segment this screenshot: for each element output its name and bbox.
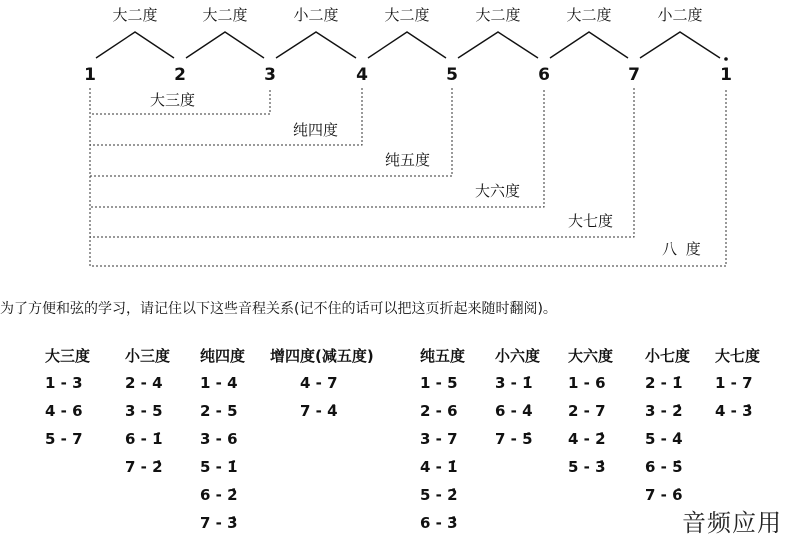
interval-pair: 1 - 3 <box>45 374 83 392</box>
interval-column-header: 纯五度 <box>420 347 466 365</box>
step-peak <box>368 32 446 58</box>
interval-pair: 2 - 6 <box>420 402 458 420</box>
step-peak <box>276 32 356 58</box>
scale-degree: 7 <box>628 65 640 85</box>
interval-pair: 7 - 2̇ <box>125 458 163 476</box>
interval-pair: 2 - 5 <box>200 402 238 420</box>
interval-column <box>645 345 690 507</box>
interval-pair: 5 - 4̇ <box>645 430 683 448</box>
step-label: 大二度 <box>384 6 430 24</box>
interval-pair: 6 - 1̇ <box>125 430 163 448</box>
step-label: 大二度 <box>112 6 158 24</box>
interval-label-octave: 八 度 <box>662 240 703 258</box>
interval-pair: 7 - 3̇ <box>200 514 238 532</box>
step-label: 大二度 <box>202 6 248 24</box>
scale-degree: 2 <box>174 65 186 85</box>
scale-degree: 1 <box>720 65 732 85</box>
interval-column <box>45 345 90 451</box>
interval-pair: 4 - 7 <box>300 374 338 392</box>
watermark: 音频应用 <box>682 509 782 537</box>
interval-column-header: 纯四度 <box>200 347 246 365</box>
interval-pair: 2 - 1̇ <box>645 374 683 392</box>
step-peak <box>550 32 628 58</box>
interval-column <box>125 345 170 479</box>
step-peak <box>186 32 264 58</box>
interval-label-major-third: 大三度 <box>150 91 196 109</box>
interval-pair: 4 - 6 <box>45 402 83 420</box>
step-label: 大二度 <box>566 6 612 24</box>
interval-pair: 7 - 4̇ <box>300 402 338 420</box>
step-peak <box>96 32 174 58</box>
octave-dot <box>724 57 728 61</box>
interval-column <box>270 345 374 423</box>
step-label: 小二度 <box>657 6 703 24</box>
interval-pair: 1 - 5 <box>420 374 458 392</box>
interval-column-header: 大三度 <box>45 347 91 365</box>
interval-label-perfect-fourth: 纯四度 <box>293 121 339 139</box>
interval-pair: 6 - 5̇ <box>645 458 683 476</box>
interval-pair: 5 - 7 <box>45 430 83 448</box>
scale-degree: 5 <box>446 65 458 85</box>
scale-degree: 1 <box>84 65 96 85</box>
step-peak <box>640 32 720 58</box>
interval-pair: 1 - 4 <box>200 374 238 392</box>
interval-pair: 1 - 6 <box>568 374 606 392</box>
interval-bracket <box>90 88 634 237</box>
interval-column <box>420 345 465 535</box>
interval-column-header: 小六度 <box>495 347 541 365</box>
interval-column <box>715 345 760 423</box>
interval-column <box>495 345 540 451</box>
interval-pair: 4 - 2̇ <box>568 430 606 448</box>
interval-column-header: 小三度 <box>125 347 171 365</box>
interval-pair: 4 - 3̇ <box>715 402 753 420</box>
memo-note: 为了方便和弦的学习，请记住以下这些音程关系(记不住的话可以把这页折起来随时翻阅)。 <box>0 301 557 317</box>
interval-label-major-seventh: 大七度 <box>568 212 614 230</box>
interval-column <box>200 345 245 535</box>
scale-degree: 4 <box>356 65 368 85</box>
step-label: 小二度 <box>293 6 339 24</box>
step-label: 大二度 <box>475 6 521 24</box>
interval-pair: 3 - 2̇ <box>645 402 683 420</box>
scale-degree: 3 <box>264 65 276 85</box>
interval-pair: 5 - 3̇ <box>568 458 606 476</box>
interval-bracket <box>90 88 726 266</box>
interval-pair: 6 - 4̇ <box>495 402 533 420</box>
interval-column-header: 增四度(减五度) <box>270 347 374 365</box>
interval-column-header: 大七度 <box>715 347 761 365</box>
interval-label-perfect-fifth: 纯五度 <box>385 151 431 169</box>
interval-pair: 6 - 2̇ <box>200 486 238 504</box>
scale-degree: 6 <box>538 65 550 85</box>
interval-pair: 3 - 7 <box>420 430 458 448</box>
interval-column <box>568 345 613 479</box>
interval-column-header: 大六度 <box>568 347 614 365</box>
interval-label-major-sixth: 大六度 <box>475 182 521 200</box>
interval-pair: 2 - 4 <box>125 374 163 392</box>
interval-pair: 5 - 2̇ <box>420 486 458 504</box>
interval-pair: 7 - 6̇ <box>645 486 683 504</box>
interval-pair: 7 - 5̇ <box>495 430 533 448</box>
interval-pair: 3 - 1̇ <box>495 374 533 392</box>
interval-pair: 3 - 5 <box>125 402 163 420</box>
interval-pair: 4 - 1̇ <box>420 458 458 476</box>
interval-pair: 2 - 7 <box>568 402 606 420</box>
interval-pair: 3 - 6 <box>200 430 238 448</box>
interval-pair: 1 - 7 <box>715 374 753 392</box>
step-peak <box>458 32 538 58</box>
interval-column-header: 小七度 <box>645 347 691 365</box>
interval-pair: 6 - 3̇ <box>420 514 458 532</box>
interval-pair: 5 - 1̇ <box>200 458 238 476</box>
